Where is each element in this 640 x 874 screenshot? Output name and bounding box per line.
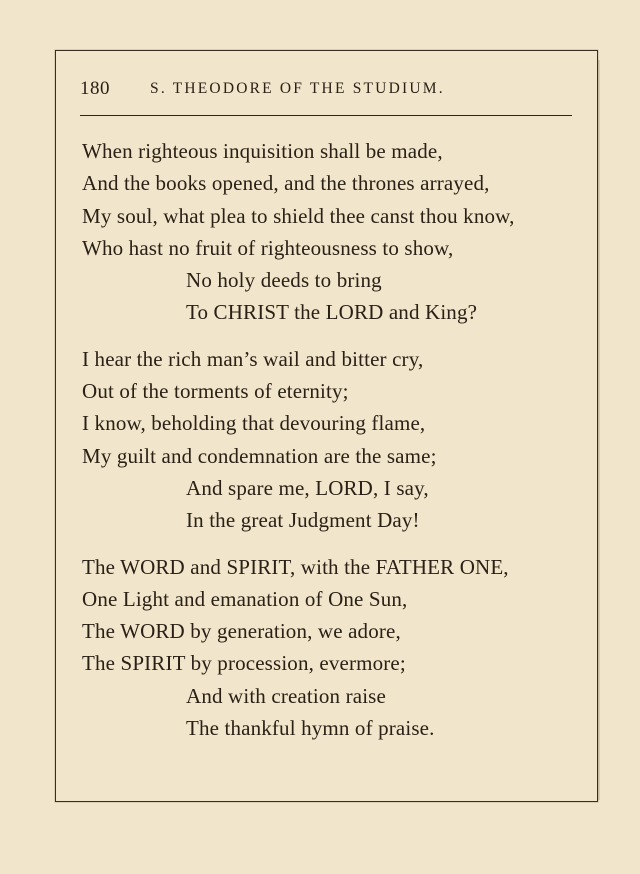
- verse-line: I hear the rich man’s wail and bitter cry,: [82, 346, 424, 371]
- verse-line: Who hast no fruit of righteousness to show,: [82, 235, 454, 260]
- verse-line-indented: The thankful hymn of praise.: [186, 716, 435, 741]
- verse-line: One Light and emanation of One Sun,: [82, 586, 408, 611]
- verse-line: I know, beholding that devouring flame,: [82, 411, 426, 436]
- hymn-text: [82, 135, 592, 758]
- running-title: S. THEODORE OF THE STUDIUM.: [150, 80, 445, 97]
- stanza-3: [82, 551, 592, 745]
- verse-line: My soul, what plea to shield thee canst thou know,: [82, 203, 515, 228]
- stanza-1: [82, 135, 592, 329]
- page-edge-shadow: [598, 60, 600, 800]
- verse-line: My guilt and condemnation are the same;: [82, 443, 437, 468]
- verse-line: Out of the torments of eternity;: [82, 379, 349, 404]
- verse-line-indented: No holy deeds to bring: [186, 268, 382, 293]
- verse-line-indented: And with creation raise: [186, 683, 386, 708]
- verse-line: The SPIRIT by procession, evermore;: [82, 651, 406, 676]
- verse-line-indented: To CHRIST the LORD and King?: [186, 300, 478, 325]
- page-number: 180: [80, 78, 110, 99]
- verse-line-indented: And spare me, LORD, I say,: [186, 475, 429, 500]
- verse-line: The WORD and SPIRIT, with the FATHER ONE,: [82, 554, 509, 579]
- header-rule: [80, 115, 572, 116]
- verse-line-indented: In the great Judgment Day!: [186, 508, 420, 533]
- verse-line: And the books opened, and the thrones arrayed,: [82, 171, 490, 196]
- stanza-2: [82, 343, 592, 537]
- verse-line: When righteous inquisition shall be made,: [82, 139, 443, 163]
- running-header: [80, 78, 575, 104]
- verse-line: The WORD by generation, we adore,: [82, 619, 401, 644]
